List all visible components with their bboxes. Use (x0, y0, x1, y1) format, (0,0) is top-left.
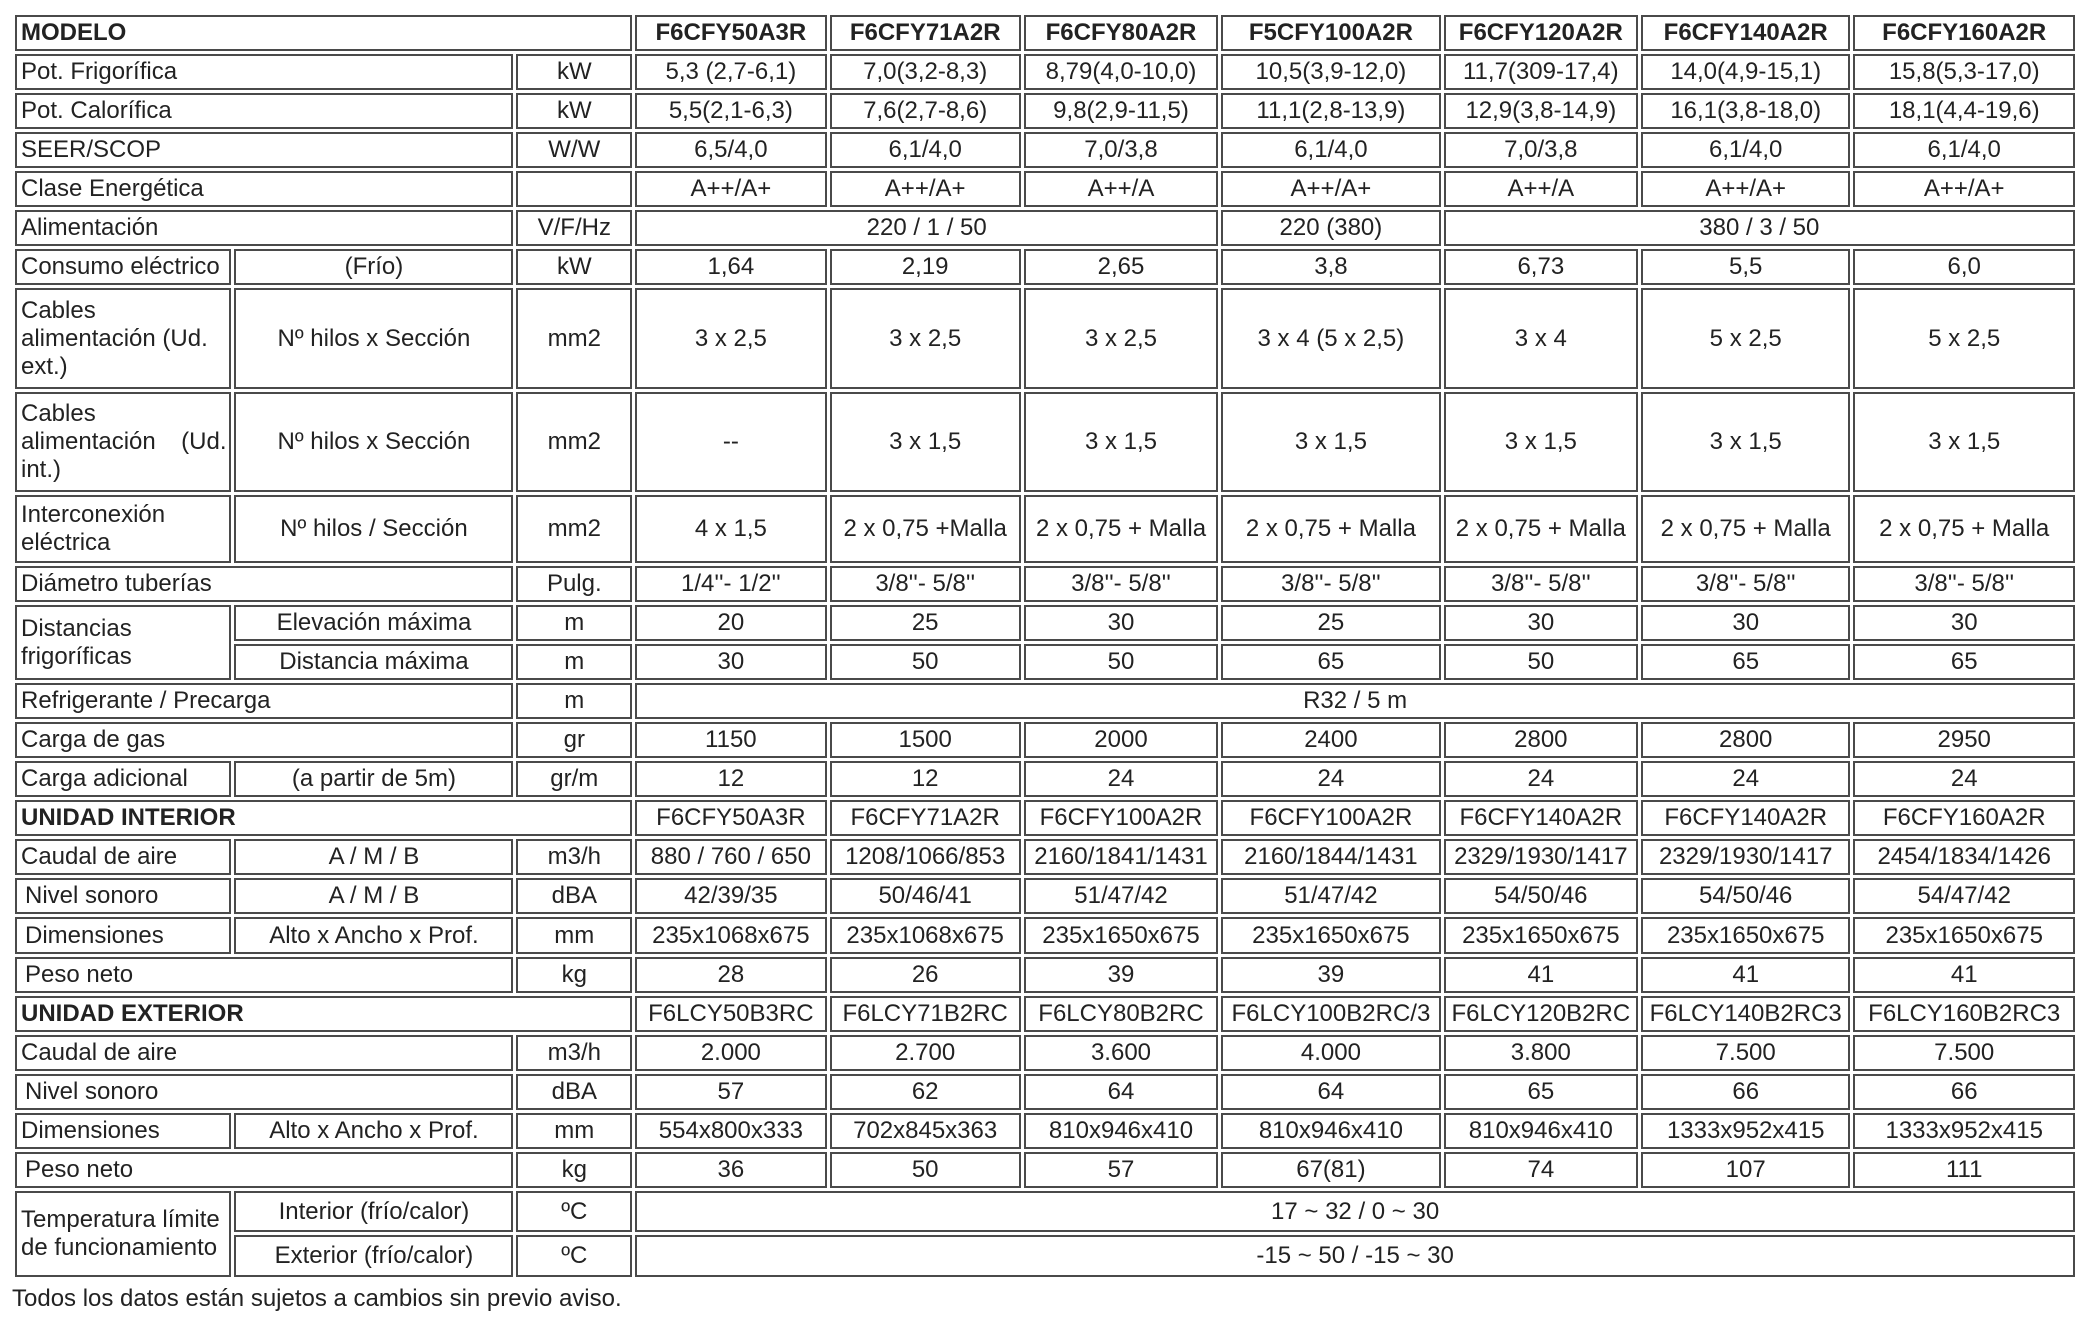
value-cell: 26 (830, 957, 1021, 993)
unit-cell: mm2 (516, 288, 632, 389)
row-refrigerante (15, 683, 2075, 719)
value-cell: 3 x 2,5 (635, 288, 826, 389)
value-cell: 235x1068x675 (635, 917, 826, 953)
value-cell: 3 x 1,5 (1853, 392, 2075, 493)
value-cell: 65 (1221, 644, 1441, 680)
value-cell: 220 (380) (1221, 210, 1441, 246)
row-sublabel: Alto x Ancho x Prof. (234, 1113, 513, 1149)
row-sublabel: (Frío) (234, 249, 513, 285)
model-cell: F6LCY160B2RC3 (1853, 996, 2075, 1032)
row-label: Distancias frigoríficas (15, 605, 231, 680)
value-cell: 3 x 4 (1444, 288, 1638, 389)
value-cell: 3 x 2,5 (830, 288, 1021, 389)
row-sublabel: Nº hilos / Sección (234, 495, 513, 563)
value-cell: 3 x 1,5 (830, 392, 1021, 493)
value-cell: 74 (1444, 1152, 1638, 1188)
row-cables-int (15, 392, 2075, 493)
unit-cell: W/W (516, 132, 632, 168)
value-cell: 5 x 2,5 (1641, 288, 1850, 389)
row-interconexion (15, 495, 2075, 563)
value-cell: 107 (1641, 1152, 1850, 1188)
value-cell: 2,65 (1024, 249, 1218, 285)
unit-cell: kg (516, 957, 632, 993)
value-cell: 235x1650x675 (1641, 917, 1850, 953)
row-consumo-electrico (15, 249, 2075, 285)
value-cell: 235x1650x675 (1221, 917, 1441, 953)
value-cell: 2.700 (830, 1035, 1021, 1071)
row-unidad-interior (15, 800, 2075, 836)
model-cell: F6LCY50B3RC (635, 996, 826, 1032)
row-label: Nivel sonoro (15, 1074, 513, 1110)
row-int-dimensiones (15, 917, 2075, 953)
value-cell: A++/A+ (635, 171, 826, 207)
value-cell: 15,8(5,3-17,0) (1853, 54, 2075, 90)
value-cell: 39 (1024, 957, 1218, 993)
row-distancia-maxima (15, 644, 2075, 680)
value-cell: 6,1/4,0 (1853, 132, 2075, 168)
value-cell: 3.800 (1444, 1035, 1638, 1071)
model-header: F6CFY80A2R (1024, 15, 1218, 51)
value-cell: 51/47/42 (1024, 878, 1218, 914)
value-cell: 3 x 1,5 (1221, 392, 1441, 493)
value-cell-merged: R32 / 5 m (635, 683, 2075, 719)
value-cell: 702x845x363 (830, 1113, 1021, 1149)
value-cell: 66 (1641, 1074, 1850, 1110)
value-cell: 810x946x410 (1024, 1113, 1218, 1149)
value-cell: 24 (1444, 761, 1638, 797)
value-cell: A++/A (1444, 171, 1638, 207)
unit-cell: Pulg. (516, 566, 632, 602)
row-label: Nivel sonoro (15, 878, 231, 914)
value-cell: 16,1(3,8-18,0) (1641, 93, 1850, 129)
value-cell: 3/8''- 5/8'' (1853, 566, 2075, 602)
value-cell: 12 (635, 761, 826, 797)
value-cell: 3/8''- 5/8'' (1024, 566, 1218, 602)
value-cell: 30 (1641, 605, 1850, 641)
model-cell: F6LCY120B2RC (1444, 996, 1638, 1032)
model-cell: F6CFY140A2R (1444, 800, 1638, 836)
footnote: Todos los datos están sujetos a cambios sin previo aviso. (12, 1285, 622, 1312)
value-cell: 28 (635, 957, 826, 993)
row-sublabel: Interior (frío/calor) (234, 1191, 513, 1233)
value-cell: 111 (1853, 1152, 2075, 1188)
model-header: F6CFY50A3R (635, 15, 826, 51)
value-cell: 5,5 (1641, 249, 1850, 285)
row-sublabel: Nº hilos x Sección (234, 392, 513, 493)
row-label: Dimensiones (15, 1113, 231, 1149)
unit-cell: dBA (516, 1074, 632, 1110)
value-cell: 3 x 1,5 (1641, 392, 1850, 493)
value-cell: 2 x 0,75 + Malla (1853, 495, 2075, 563)
row-label: Caudal de aire (15, 839, 231, 875)
row-unidad-exterior (15, 996, 2075, 1032)
row-int-peso (15, 957, 2075, 993)
model-header: F6CFY120A2R (1444, 15, 1638, 51)
value-cell: 1333x952x415 (1641, 1113, 1850, 1149)
value-cell: 2950 (1853, 722, 2075, 758)
model-header: F6CFY71A2R (830, 15, 1021, 51)
row-ext-caudal (15, 1035, 2075, 1071)
spec-table (12, 12, 2078, 1280)
value-cell: 3/8''- 5/8'' (830, 566, 1021, 602)
value-cell: 6,1/4,0 (1221, 132, 1441, 168)
value-cell: 810x946x410 (1444, 1113, 1638, 1149)
value-cell: 57 (635, 1074, 826, 1110)
value-cell: 24 (1853, 761, 2075, 797)
value-cell: 2454/1834/1426 (1853, 839, 2075, 875)
value-cell: 41 (1444, 957, 1638, 993)
value-cell: 54/50/46 (1444, 878, 1638, 914)
unit-cell: kW (516, 93, 632, 129)
row-carga-gas (15, 722, 2075, 758)
model-cell: F6LCY71B2RC (830, 996, 1021, 1032)
value-cell: 5 x 2,5 (1853, 288, 2075, 389)
value-cell: 30 (1853, 605, 2075, 641)
value-cell: 12,9(3,8-14,9) (1444, 93, 1638, 129)
value-cell: 66 (1853, 1074, 2075, 1110)
value-cell: 2160/1841/1431 (1024, 839, 1218, 875)
row-label: Caudal de aire (15, 1035, 513, 1071)
value-cell: 3/8''- 5/8'' (1221, 566, 1441, 602)
row-int-nivel-sonoro (15, 878, 2075, 914)
value-cell: 65 (1853, 644, 2075, 680)
value-cell-merged: 17 ~ 32 / 0 ~ 30 (635, 1191, 2075, 1233)
row-sublabel: A / M / B (234, 878, 513, 914)
row-sublabel: Exterior (frío/calor) (234, 1235, 513, 1277)
value-cell: 64 (1221, 1074, 1441, 1110)
value-cell: 41 (1641, 957, 1850, 993)
row-label: Diámetro tuberías (15, 566, 513, 602)
value-cell: 3 x 4 (5 x 2,5) (1221, 288, 1441, 389)
row-label: Carga adicional (15, 761, 231, 797)
unit-cell: gr (516, 722, 632, 758)
row-label: Clase Energética (15, 171, 513, 207)
model-cell: F6CFY160A2R (1853, 800, 2075, 836)
value-cell: 4.000 (1221, 1035, 1441, 1071)
value-cell: 2 x 0,75 + Malla (1221, 495, 1441, 563)
row-label: Carga de gas (15, 722, 513, 758)
model-cell: F6CFY100A2R (1221, 800, 1441, 836)
unit-cell: m (516, 644, 632, 680)
value-cell: 24 (1641, 761, 1850, 797)
spec-table-container (12, 12, 2078, 1307)
value-cell: 11,7(309-17,4) (1444, 54, 1638, 90)
value-cell: 2000 (1024, 722, 1218, 758)
value-cell: 41 (1853, 957, 2075, 993)
row-temp-exterior (15, 1235, 2075, 1277)
value-cell: 1,64 (635, 249, 826, 285)
value-cell: 57 (1024, 1152, 1218, 1188)
value-cell: 4 x 1,5 (635, 495, 826, 563)
row-cables-ext (15, 288, 2075, 389)
value-cell: 6,1/4,0 (1641, 132, 1850, 168)
unit-cell (516, 171, 632, 207)
value-cell: 5,3 (2,7-6,1) (635, 54, 826, 90)
value-cell: 2,19 (830, 249, 1021, 285)
value-cell: 6,5/4,0 (635, 132, 826, 168)
model-cell: F6LCY100B2RC/3 (1221, 996, 1441, 1032)
row-label: Consumo eléctrico (15, 249, 231, 285)
value-cell: 235x1650x675 (1853, 917, 2075, 953)
row-sublabel: Distancia máxima (234, 644, 513, 680)
row-label: Pot. Frigorífica (15, 54, 513, 90)
value-cell: 3/8''- 5/8'' (1444, 566, 1638, 602)
unit-cell: ºC (516, 1191, 632, 1233)
value-cell: 42/39/35 (635, 878, 826, 914)
row-label: Cables alimentación (Ud. ext.) (15, 288, 231, 389)
row-carga-adicional (15, 761, 2075, 797)
value-cell: 24 (1024, 761, 1218, 797)
value-cell: 554x800x333 (635, 1113, 826, 1149)
value-cell: 880 / 760 / 650 (635, 839, 826, 875)
row-label: Pot. Calorífica (15, 93, 513, 129)
value-cell: 2 x 0,75 + Malla (1641, 495, 1850, 563)
value-cell: 235x1068x675 (830, 917, 1021, 953)
value-cell: 18,1(4,4-19,6) (1853, 93, 2075, 129)
value-cell: 235x1650x675 (1024, 917, 1218, 953)
row-pot-frigorifica (15, 54, 2075, 90)
unit-cell: kg (516, 1152, 632, 1188)
value-cell: A++/A+ (1853, 171, 2075, 207)
value-cell: -- (635, 392, 826, 493)
value-cell: 65 (1641, 644, 1850, 680)
value-cell: 54/50/46 (1641, 878, 1850, 914)
value-cell: 25 (1221, 605, 1441, 641)
unit-cell: mm2 (516, 392, 632, 493)
row-elevacion-maxima (15, 605, 2075, 641)
value-cell: 1150 (635, 722, 826, 758)
value-cell-merged: 380 / 3 / 50 (1444, 210, 2075, 246)
model-cell: F6CFY140A2R (1641, 800, 1850, 836)
value-cell: 3 x 1,5 (1444, 392, 1638, 493)
row-int-caudal (15, 839, 2075, 875)
value-cell: 7,0/3,8 (1444, 132, 1638, 168)
value-cell: 50 (1444, 644, 1638, 680)
row-modelo (15, 15, 2075, 51)
value-cell-merged: -15 ~ 50 / -15 ~ 30 (635, 1235, 2075, 1277)
model-header: F5CFY100A2R (1221, 15, 1441, 51)
unit-cell: m (516, 605, 632, 641)
value-cell: 3,8 (1221, 249, 1441, 285)
value-cell: 24 (1221, 761, 1441, 797)
value-cell: 39 (1221, 957, 1441, 993)
value-cell: 50 (1024, 644, 1218, 680)
unit-cell: mm2 (516, 495, 632, 563)
row-sublabel: A / M / B (234, 839, 513, 875)
row-diametro-tuberias (15, 566, 2075, 602)
row-ext-nivel-sonoro (15, 1074, 2075, 1110)
value-cell: 67(81) (1221, 1152, 1441, 1188)
row-ext-dimensiones (15, 1113, 2075, 1149)
unit-cell: V/F/Hz (516, 210, 632, 246)
value-cell: 7,0/3,8 (1024, 132, 1218, 168)
value-cell: 1333x952x415 (1853, 1113, 2075, 1149)
value-cell: 2.000 (635, 1035, 826, 1071)
section-header: UNIDAD INTERIOR (15, 800, 632, 836)
value-cell: 9,8(2,9-11,5) (1024, 93, 1218, 129)
value-cell: A++/A+ (1221, 171, 1441, 207)
model-cell: F6LCY80B2RC (1024, 996, 1218, 1032)
value-cell: 2400 (1221, 722, 1441, 758)
value-cell: A++/A+ (830, 171, 1021, 207)
value-cell: 20 (635, 605, 826, 641)
row-pot-calorifica (15, 93, 2075, 129)
value-cell: A++/A+ (1641, 171, 1850, 207)
unit-cell: ºC (516, 1235, 632, 1277)
value-cell: 30 (1024, 605, 1218, 641)
value-cell: A++/A (1024, 171, 1218, 207)
model-cell: F6LCY140B2RC3 (1641, 996, 1850, 1032)
row-label: Cables alimentación (Ud. int.) (15, 392, 231, 493)
row-label: Refrigerante / Precarga (15, 683, 513, 719)
value-cell: 2 x 0,75 + Malla (1024, 495, 1218, 563)
value-cell: 2329/1930/1417 (1641, 839, 1850, 875)
value-cell: 1208/1066/853 (830, 839, 1021, 875)
row-label: Dimensiones (15, 917, 231, 953)
value-cell: 7,0(3,2-8,3) (830, 54, 1021, 90)
model-header: F6CFY140A2R (1641, 15, 1850, 51)
value-cell: 36 (635, 1152, 826, 1188)
value-cell: 7.500 (1641, 1035, 1850, 1071)
value-cell: 2 x 0,75 + Malla (1444, 495, 1638, 563)
row-sublabel: (a partir de 5m) (234, 761, 513, 797)
row-label: SEER/SCOP (15, 132, 513, 168)
value-cell: 12 (830, 761, 1021, 797)
unit-cell: m (516, 683, 632, 719)
model-cell: F6CFY50A3R (635, 800, 826, 836)
value-cell: 2160/1844/1431 (1221, 839, 1441, 875)
unit-cell: gr/m (516, 761, 632, 797)
unit-cell: kW (516, 54, 632, 90)
value-cell: 1500 (830, 722, 1021, 758)
row-sublabel: Nº hilos x Sección (234, 288, 513, 389)
value-cell: 50 (830, 644, 1021, 680)
row-label: Alimentación (15, 210, 513, 246)
value-cell: 7.500 (1853, 1035, 2075, 1071)
row-label: Peso neto (15, 957, 513, 993)
model-cell: F6CFY71A2R (830, 800, 1021, 836)
row-seer-scop (15, 132, 2075, 168)
value-cell: 5,5(2,1-6,3) (635, 93, 826, 129)
value-cell: 62 (830, 1074, 1021, 1110)
unit-cell: dBA (516, 878, 632, 914)
unit-cell: m3/h (516, 839, 632, 875)
value-cell: 6,0 (1853, 249, 2075, 285)
unit-cell: kW (516, 249, 632, 285)
unit-cell: mm (516, 917, 632, 953)
row-sublabel: Alto x Ancho x Prof. (234, 917, 513, 953)
value-cell: 810x946x410 (1221, 1113, 1441, 1149)
value-cell: 2800 (1641, 722, 1850, 758)
value-cell: 3 x 1,5 (1024, 392, 1218, 493)
value-cell: 50/46/41 (830, 878, 1021, 914)
unit-cell: m3/h (516, 1035, 632, 1071)
value-cell: 25 (830, 605, 1021, 641)
value-cell: 3 x 2,5 (1024, 288, 1218, 389)
value-cell: 30 (1444, 605, 1638, 641)
value-cell: 2800 (1444, 722, 1638, 758)
value-cell: 6,73 (1444, 249, 1638, 285)
unit-cell: mm (516, 1113, 632, 1149)
value-cell: 8,79(4,0-10,0) (1024, 54, 1218, 90)
value-cell: 65 (1444, 1074, 1638, 1110)
value-cell: 54/47/42 (1853, 878, 2075, 914)
value-cell: 51/47/42 (1221, 878, 1441, 914)
value-cell: 235x1650x675 (1444, 917, 1638, 953)
row-label: Interconexión eléctrica (15, 495, 231, 563)
value-cell: 2329/1930/1417 (1444, 839, 1638, 875)
value-cell: 1/4''- 1/2'' (635, 566, 826, 602)
row-label: Peso neto (15, 1152, 513, 1188)
value-cell: 3/8''- 5/8'' (1641, 566, 1850, 602)
model-header: F6CFY160A2R (1853, 15, 2075, 51)
value-cell: 10,5(3,9-12,0) (1221, 54, 1441, 90)
value-cell: 30 (635, 644, 826, 680)
value-cell: 50 (830, 1152, 1021, 1188)
row-temp-interior (15, 1191, 2075, 1233)
row-sublabel: Elevación máxima (234, 605, 513, 641)
value-cell: 7,6(2,7-8,6) (830, 93, 1021, 129)
value-cell: 11,1(2,8-13,9) (1221, 93, 1441, 129)
row-alimentacion (15, 210, 2075, 246)
model-cell: F6CFY100A2R (1024, 800, 1218, 836)
value-cell: 2 x 0,75 +Malla (830, 495, 1021, 563)
row-clase-energetica (15, 171, 2075, 207)
row-ext-peso (15, 1152, 2075, 1188)
value-cell: 14,0(4,9-15,1) (1641, 54, 1850, 90)
value-cell-merged: 220 / 1 / 50 (635, 210, 1218, 246)
row-label: Temperatura límite de funcionamiento (15, 1191, 231, 1277)
value-cell: 3.600 (1024, 1035, 1218, 1071)
value-cell: 6,1/4,0 (830, 132, 1021, 168)
section-header: UNIDAD EXTERIOR (15, 996, 632, 1032)
table-title: MODELO (15, 15, 632, 51)
value-cell: 64 (1024, 1074, 1218, 1110)
